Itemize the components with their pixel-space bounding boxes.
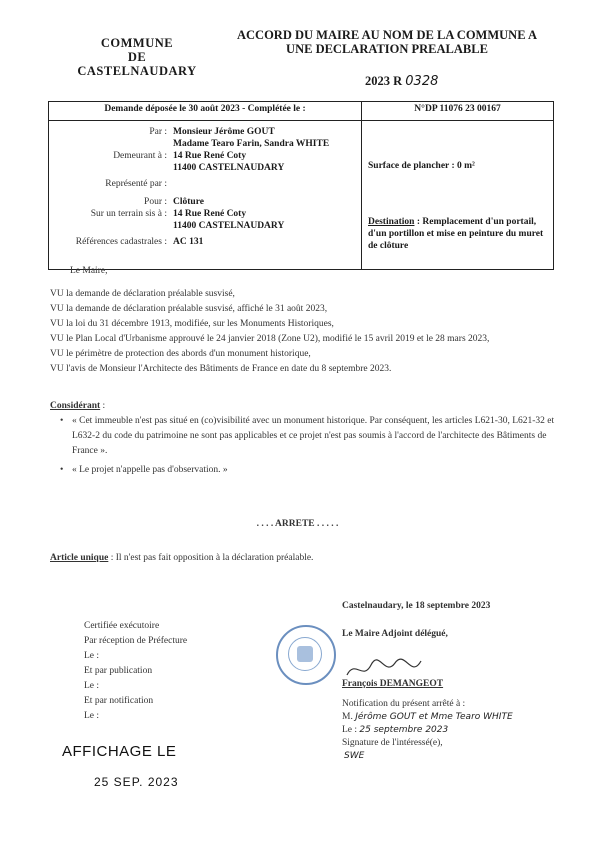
considerant-heading bbox=[50, 399, 105, 414]
notification-m: M. bbox=[342, 712, 353, 722]
date-label-2: Le : bbox=[84, 681, 100, 691]
applicant-address-1: 14 Rue René Coty bbox=[173, 151, 247, 161]
par-label: Par : bbox=[149, 127, 167, 137]
affichage-date: 25 SEP. 2023 bbox=[94, 775, 179, 789]
notification-names-handwritten: Jérôme GOUT et Mme Tearo WHITE bbox=[355, 712, 513, 722]
applicant-name-2: Madame Tearo Farin, Sandra WHITE bbox=[173, 139, 330, 149]
title-line2: UNE DECLARATION PREALABLE bbox=[286, 42, 488, 56]
notification-title: Notification du présent arrêté à : bbox=[342, 699, 466, 709]
considerant-1-text: « Cet immeuble n'est pas situé en (co)visibilité avec un monument historique. Par conséquent, les articles L621-30, L621-32 et L632-2 du code du patrimoine ne sont pas applicables et ce projet n'est pas soumis à l'accord de l'architecte des Bâtiments de France ». bbox=[72, 416, 555, 456]
cadastre-label: Références cadastrales : bbox=[75, 237, 167, 247]
applicant-details bbox=[49, 121, 362, 270]
commune-line2: DE bbox=[127, 50, 147, 64]
vu-list bbox=[50, 287, 560, 377]
terrain-address-2: 11400 CASTELNAUDARY bbox=[173, 221, 285, 231]
certification-block bbox=[84, 619, 187, 724]
destination-label: Destination bbox=[368, 217, 415, 227]
commune-line3: CASTELNAUDARY bbox=[77, 64, 197, 78]
destination-value: : Remplacement d'un portail, d'un portillon et mise en peinture du muret de clôture bbox=[368, 217, 544, 251]
terrain-label: Sur un terrain sis à : bbox=[90, 209, 167, 219]
considerant-label: Considérant bbox=[50, 401, 101, 411]
cadastre-value: AC 131 bbox=[173, 237, 204, 247]
considerant-2-text: « Le projet n'appelle pas d'observation. » bbox=[72, 465, 228, 475]
signatory-name: François DEMANGEOT bbox=[342, 679, 444, 689]
date-label-3: Le : bbox=[84, 711, 100, 721]
notification-le: Le : bbox=[342, 725, 358, 735]
affichage-label: AFFICHAGE LE bbox=[62, 743, 177, 760]
demeurant-label: Demeurant à : bbox=[113, 151, 167, 161]
considerant-1: • « Cet immeuble n'est pas situé en (co)visibilité avec un monument historique. Par conséquent, les articles L621-30, L621-32 et L632-2 du code du patrimoine ne sont pas applicables et ce projet n'est pas soumis à l'accord de l'architecte des Bâtiments de France ». bbox=[60, 416, 555, 456]
terrain-address-1: 14 Rue René Coty bbox=[173, 209, 247, 219]
pour-label: Pour : bbox=[144, 197, 167, 207]
application-table bbox=[48, 101, 554, 270]
notification-signature-label: Signature de l'intéressé(e), bbox=[342, 738, 443, 748]
commune-header bbox=[62, 36, 212, 78]
represente-label: Représenté par : bbox=[105, 179, 167, 189]
vu-item: VU la demande de déclaration préalable susvisé, bbox=[50, 289, 235, 299]
place-date: Castelnaudary, le 18 septembre 2023 bbox=[342, 601, 491, 611]
certifiee-executoire: Certifiée exécutoire bbox=[84, 621, 160, 631]
article-unique bbox=[50, 551, 313, 566]
surface-plancher: Surface de plancher : 0 m² bbox=[368, 161, 475, 171]
considerant-2: • « Le projet n'appelle pas d'observation. » bbox=[60, 465, 228, 475]
arrete-number-prefix: 2023 R bbox=[365, 74, 403, 88]
signatory-title: Le Maire Adjoint délégué, bbox=[342, 629, 448, 639]
dossier-number: N°DP 11076 23 00167 bbox=[362, 102, 554, 121]
applicant-name-1: Monsieur Jérôme GOUT bbox=[173, 127, 275, 137]
considerant-colon: : bbox=[100, 401, 106, 411]
vu-item: VU la demande de déclaration préalable susvisé, affiché le 31 août 2023, bbox=[50, 304, 328, 314]
notification-date-handwritten: 25 septembre 2023 bbox=[359, 725, 449, 735]
notification-signature-handwritten: SWE bbox=[344, 751, 365, 761]
le-maire: Le Maire, bbox=[70, 266, 108, 276]
arrete-heading: . . . . ARRETE . . . . . bbox=[256, 519, 339, 529]
deposit-date: Demande déposée le 30 août 2023 - Complétée le : bbox=[49, 102, 362, 121]
title-line1: ACCORD DU MAIRE AU NOM DE LA COMMUNE A bbox=[237, 28, 537, 42]
project-type: Clôture bbox=[173, 197, 204, 207]
article-text: : Il n'est pas fait opposition à la déclaration préalable. bbox=[108, 553, 314, 563]
arrete-number bbox=[365, 74, 438, 89]
date-label-1: Le : bbox=[84, 651, 100, 661]
vu-item: VU le périmètre de protection des abords d'un monument historique, bbox=[50, 349, 311, 359]
vu-item: VU la loi du 31 décembre 1913, modifiée, sur les Monuments Historiques, bbox=[50, 319, 334, 329]
arrete-number-handwritten: 0328 bbox=[405, 74, 439, 89]
applicant-address-2: 11400 CASTELNAUDARY bbox=[173, 163, 285, 173]
destination bbox=[368, 216, 548, 252]
par-notification: Et par notification bbox=[84, 696, 154, 706]
project-details bbox=[362, 121, 554, 270]
vu-item: VU le Plan Local d'Urbanisme approuvé le 24 janvier 2018 (Zone U2), modifié le 15 avril 2019 et le 28 mars 2023, bbox=[50, 334, 490, 344]
reception-prefecture: Par réception de Préfecture bbox=[84, 636, 188, 646]
commune-line1: COMMUNE bbox=[100, 36, 174, 50]
document-title bbox=[222, 28, 552, 56]
article-label: Article unique bbox=[50, 553, 109, 563]
mairie-stamp bbox=[276, 625, 336, 685]
notification-block bbox=[342, 698, 572, 763]
par-publication: Et par publication bbox=[84, 666, 153, 676]
vu-item: VU l'avis de Monsieur l'Architecte des Bâtiments de France en date du 8 septembre 2023. bbox=[50, 364, 392, 374]
